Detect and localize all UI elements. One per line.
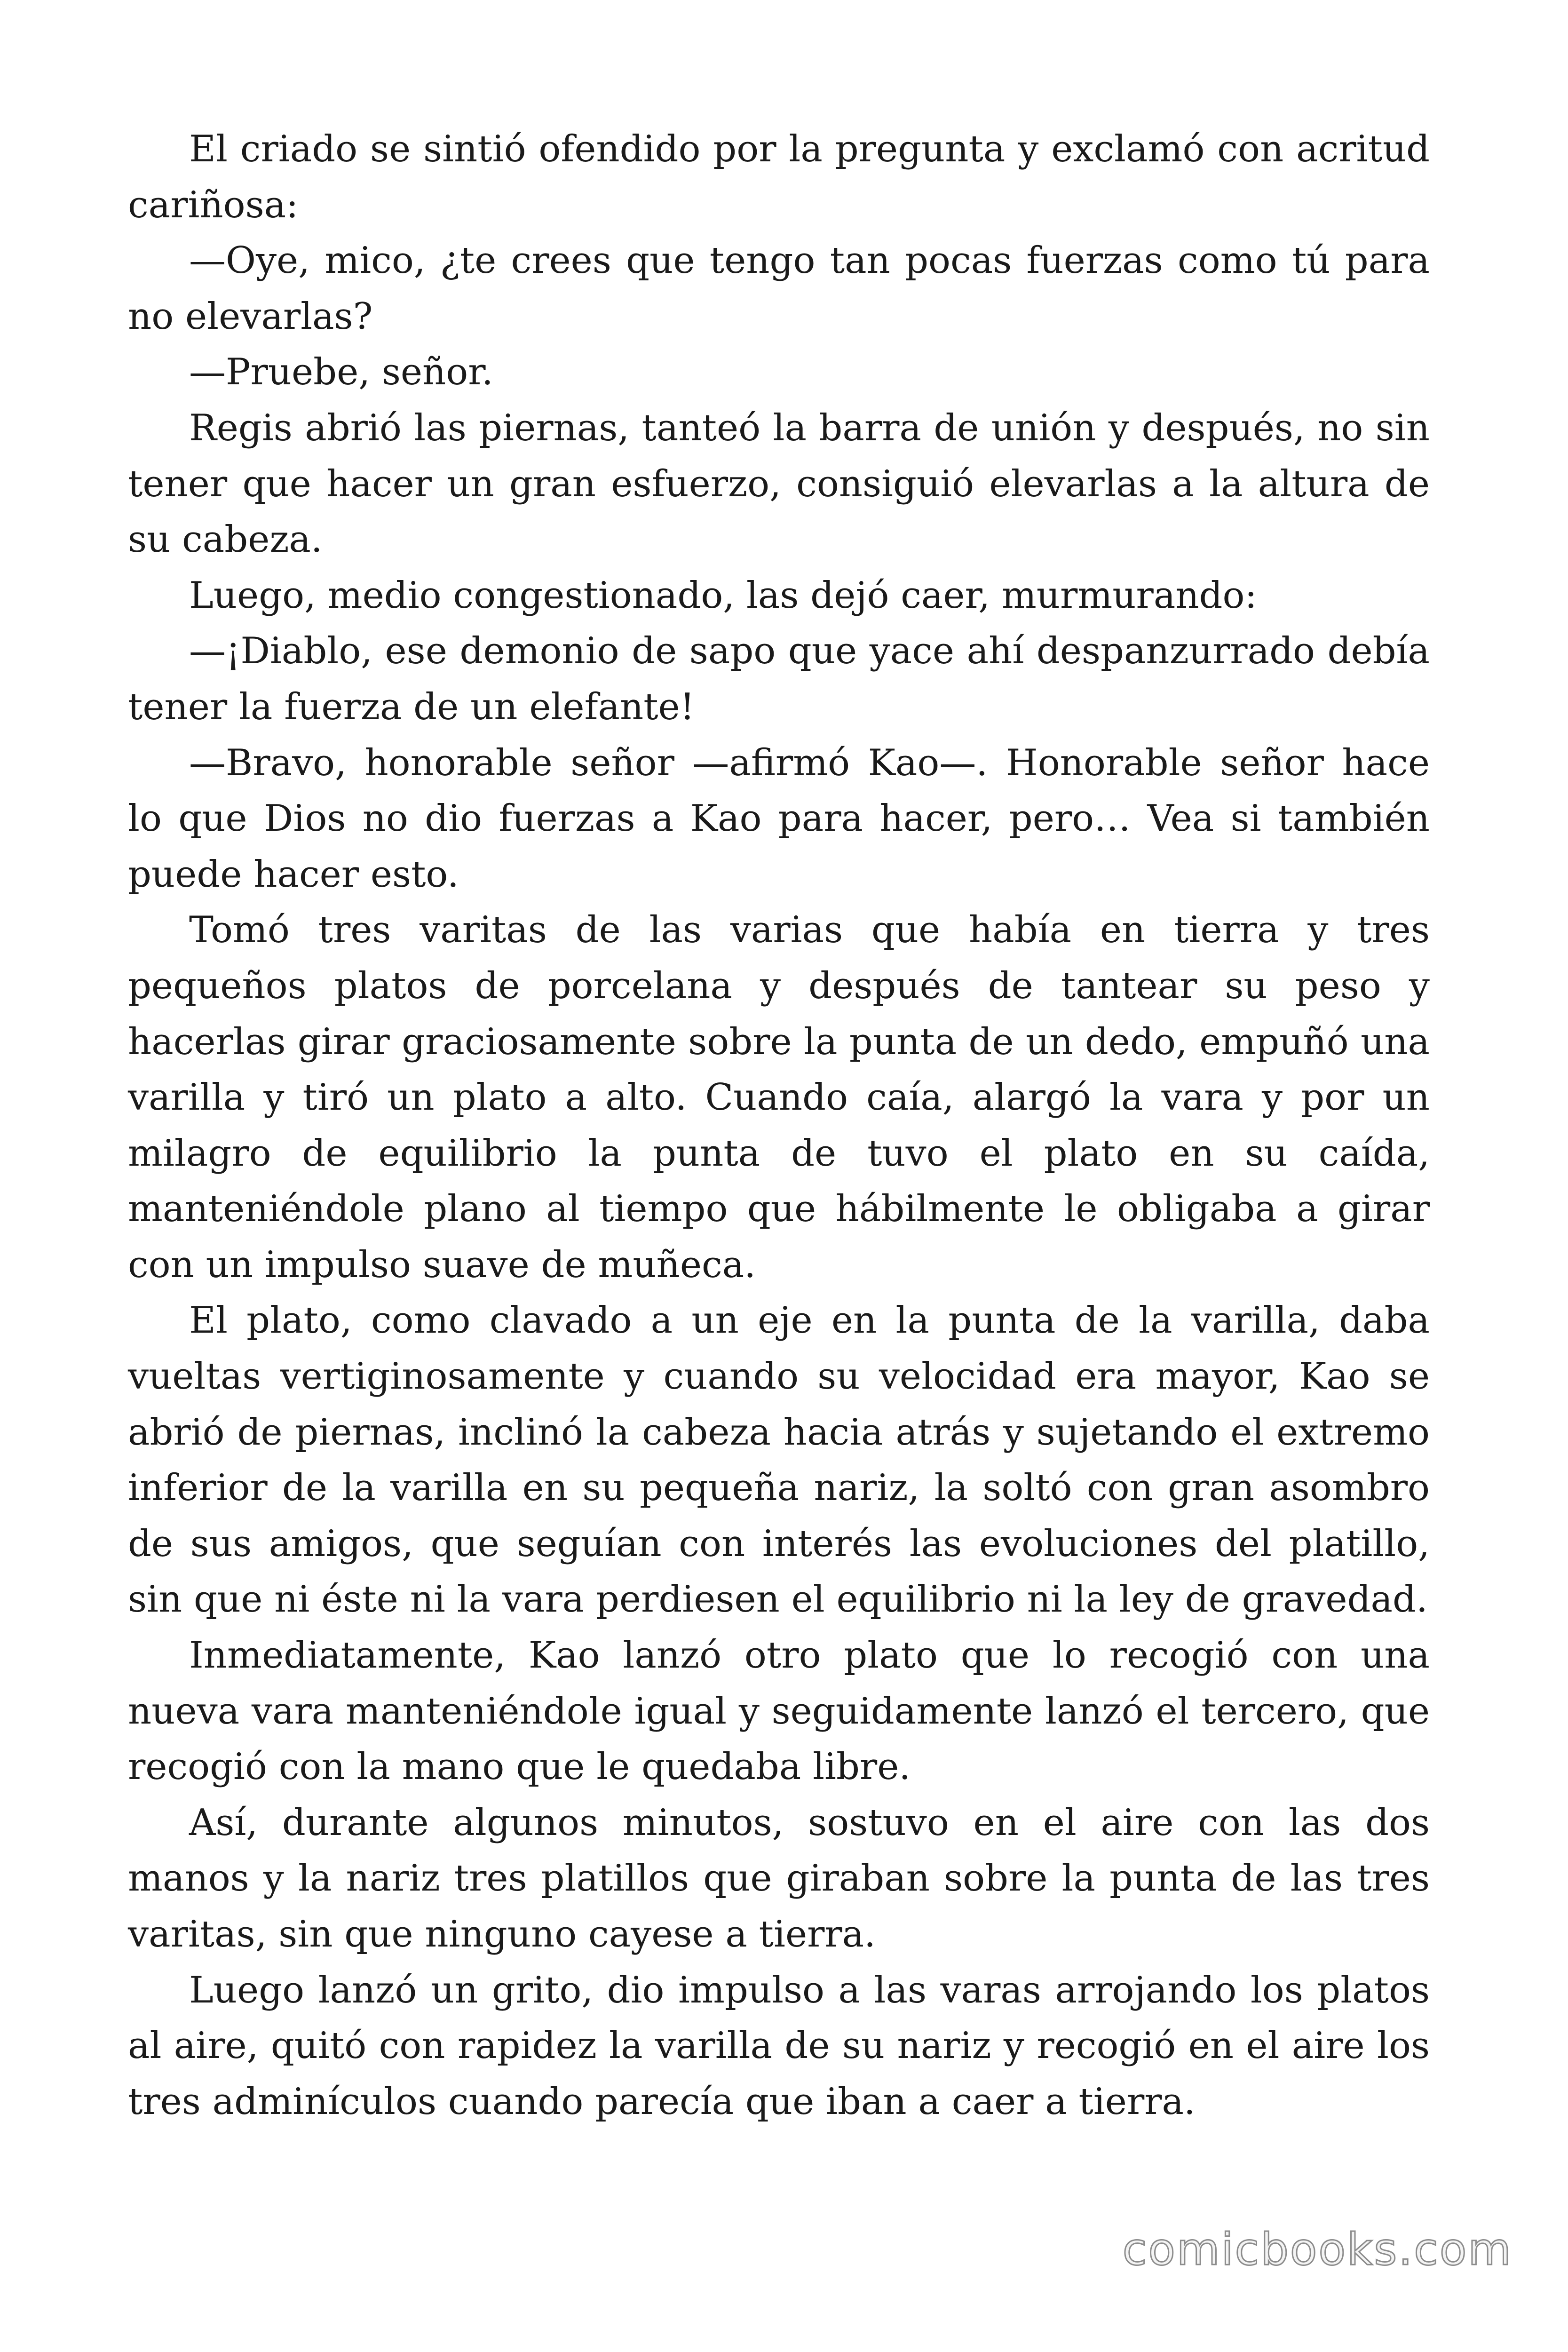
paragraph: Tomó tres varitas de las varias que había en tierra y tres pequeños platos de porcelana y después de tantear su peso y hacerlas girar graciosamente sobre la punta de un dedo, empuñó una varilla y tiró un plato a alto. Cuando caía, alargó la vara y por un milagro de equilibrio la punta de tuvo el plato en su caída, manteniéndole plano al tiempo que hábilmente le obligaba a girar con un impulso suave de muñeca.	[128, 909, 1430, 1286]
paragraph: Inmediatamente, Kao lanzó otro plato que lo recogió con una nueva vara manteniéndole igual y seguidamente lanzó el tercero, que recogió con la mano que le quedaba libre.	[128, 1634, 1430, 1788]
paragraph: Luego, medio congestionado, las dejó caer, murmurando:	[189, 574, 1257, 617]
paragraph: El plato, como clavado a un eje en la punta de la varilla, daba vueltas vertiginosamente y cuando su velocidad era mayor, Kao se abrió de piernas, inclinó la cabeza hacia atrás y sujetando el extremo inferior de la varilla en su pequeña nariz, la soltó con gran asombro de sus amigos, que seguían con interés las evoluciones del platillo, sin que ni éste ni la vara perdiesen el equilibrio ni la ley de gravedad.	[128, 1299, 1430, 1621]
watermark: comicbooks.com	[1122, 2224, 1513, 2275]
paragraph: —Bravo, honorable señor —afirmó Kao—. Honorable señor hace lo que Dios no dio fuerzas a Kao para hacer, pero… Vea si también puede hacer esto.	[128, 741, 1430, 896]
paragraph: —Oye, mico, ¿te crees que tengo tan pocas fuerzas como tú para no elevarlas?	[128, 239, 1430, 338]
paragraph: —¡Diablo, ese demonio de sapo que yace ahí despanzurrado debía tener la fuerza de un elefante!	[128, 630, 1430, 728]
paragraph: El criado se sintió ofendido por la pregunta y exclamó con acritud cariñosa:	[128, 128, 1430, 226]
paragraph: Luego lanzó un grito, dio impulso a las varas arrojando los platos al aire, quitó con rapidez la varilla de su nariz y recogió en el aire los tres adminículos cuando parecía que iban a caer a tierra.	[128, 1969, 1430, 2123]
body-text	[128, 121, 1430, 2130]
paragraph: —Pruebe, señor.	[189, 351, 493, 394]
paragraph: Así, durante algunos minutos, sostuvo en el aire con las dos manos y la nariz tres platillos que giraban sobre la punta de las tres varitas, sin que ninguno cayese a tierra.	[128, 1801, 1430, 1955]
paragraph: Regis abrió las piernas, tanteó la barra de unión y después, no sin tener que hacer un gran esfuerzo, consiguió elevarlas a la altura de su cabeza.	[128, 406, 1430, 561]
